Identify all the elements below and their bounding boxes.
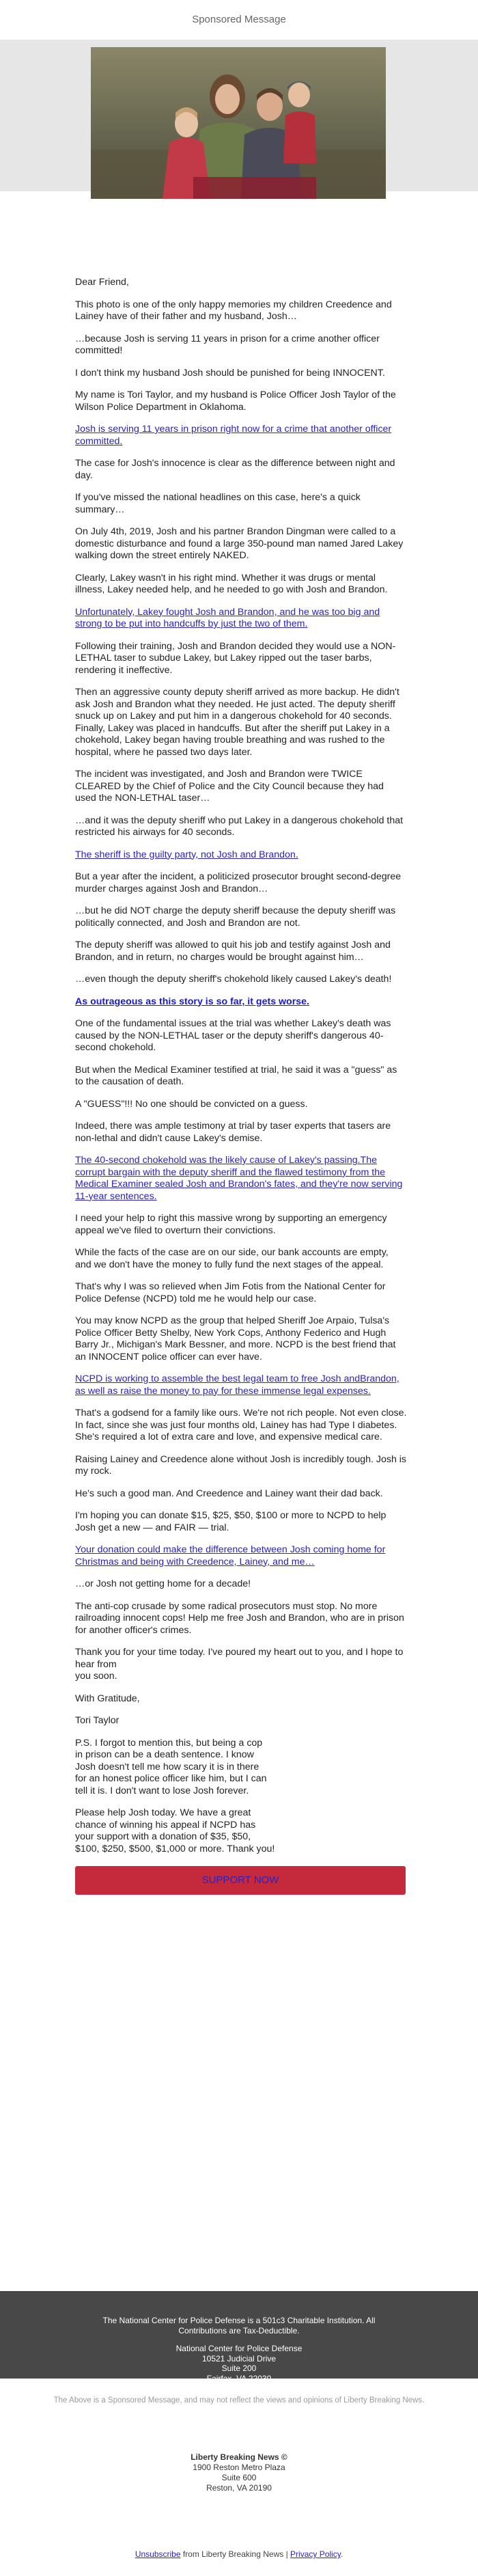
thanks-line: you soon. bbox=[75, 1671, 117, 1682]
footer-org: National Center for Police Defense bbox=[175, 2344, 303, 2353]
paragraph: One of the fundamental issues at the trial was whether Lakey's death was caused by the NON-LETHAL taser or the deputy sheriff's dangerous 40-second chokehold. bbox=[75, 1018, 391, 1053]
paragraph: While the facts of the case are on our side, our bank accounts are empty, and we don't have the money to fully fund the next stages of the appeal. bbox=[75, 1247, 389, 1270]
paragraph: Indeed, there was ample testimony at trial by taser experts that tasers are non-lethal and didn't cause Lakey's demise. bbox=[75, 1121, 391, 1144]
plea bbox=[75, 1807, 407, 1855]
donate-link[interactable]: The sheriff is the guilty party, not Josh and Brandon. bbox=[75, 849, 298, 860]
paragraph: Following their training, Josh and Brandon decided they would use a NON-LETHAL taser to subdue Lakey, but Lakey ripped out the taser barbs, rendering it ineffective. bbox=[75, 640, 396, 676]
footer-address: 10521 Judicial Drive bbox=[201, 2353, 277, 2363]
paragraph: This photo is one of the only happy memories my children Creedence and Lainey have of their father and my husband, Josh… bbox=[75, 299, 392, 322]
signature: Tori Taylor bbox=[75, 1715, 120, 1726]
ps-line: tell it is. I don't want to lose Josh forever. bbox=[75, 1785, 249, 1796]
paragraph: …because Josh is serving 11 years in prison for a crime another officer committed! bbox=[75, 333, 380, 356]
highlight-link[interactable]: As outrageous as this story is so far, it gets worse. bbox=[75, 996, 309, 1007]
ps-line: P.S. I forgot to mention this, but being a cop bbox=[75, 1737, 263, 1749]
greeting: Dear Friend, bbox=[75, 277, 129, 288]
family-photo bbox=[91, 47, 386, 199]
sponsored-label: Sponsored Message bbox=[192, 14, 286, 25]
paragraph: …but he did NOT charge the deputy sheriff because the deputy sheriff was politically connected, and Josh and Brandon are not. bbox=[75, 905, 396, 929]
privacy-policy-link[interactable]: Privacy Policy bbox=[290, 2549, 341, 2559]
paragraph: The anti-cop crusade by some radical prosecutors must stop. No more railroading innocent cops! Help me free Josh and Brandon, who are in prison for another officer's crimes. bbox=[75, 1600, 404, 1636]
ps-line: Josh doesn't tell me how scary it is in there bbox=[75, 1761, 259, 1772]
donate-link[interactable]: Your donation could make the difference between Josh coming home for Christmas and being with Creedence, Lainey, and me… bbox=[75, 1544, 386, 1567]
paragraph: But a year after the incident, a politicized prosecutor brought second-degree murder charges against Josh and Brandon… bbox=[75, 871, 402, 894]
paragraph: …or Josh not getting home for a decade! bbox=[75, 1578, 251, 1589]
thanks-paragraph bbox=[75, 1647, 407, 1683]
ps-line: in prison can be a death sentence. I know bbox=[75, 1749, 254, 1760]
publisher-address: Reston, VA 20190 bbox=[206, 2483, 272, 2493]
footer-band bbox=[0, 2291, 478, 2383]
link-paragraph bbox=[75, 607, 407, 631]
plea-line: your support with a donation of $35, $50, bbox=[75, 1831, 251, 1842]
unsubscribe-text: from Liberty Breaking News | bbox=[180, 2549, 291, 2559]
paragraph: …even though the deputy sheriff's chokehold likely caused Lakey's death! bbox=[75, 974, 392, 985]
link-paragraph bbox=[75, 1155, 407, 1203]
paragraph: Clearly, Lakey wasn't in his right mind. Whether it was drugs or mental illness, Lakey needed help, and he needed to go with Josh and Brandon. bbox=[75, 572, 388, 595]
sponsored-header bbox=[0, 0, 478, 40]
footer-address: Suite 200 bbox=[221, 2363, 257, 2373]
disclaimer: The Above is a Sponsored Message, and may not reflect the views and opinions of Liberty Breaking News. bbox=[53, 2396, 425, 2404]
publisher-address: Suite 600 bbox=[221, 2473, 257, 2482]
plea-line: $100, $250, $500, $1,000 or more. Thank you! bbox=[75, 1843, 275, 1854]
paragraph: …and it was the deputy sheriff who put Lakey in a dangerous chokehold that restricted his airways for 40 seconds. bbox=[75, 814, 404, 838]
link-paragraph bbox=[75, 996, 407, 1009]
unsubscribe-suffix: . bbox=[340, 2549, 343, 2559]
paragraph: I don't think my husband Josh should be punished for being INNOCENT. bbox=[75, 367, 385, 379]
paragraph: If you've missed the national headlines on this case, here's a quick summary… bbox=[75, 492, 361, 515]
unsubscribe-line bbox=[0, 2549, 478, 2559]
paragraph: My name is Tori Taylor, and my husband is Police Officer Josh Taylor of the Wilson Police Department in Oklahoma. bbox=[75, 389, 396, 413]
paragraph: He's such a good man. And Creedence and Lainey want their dad back. bbox=[75, 1488, 383, 1499]
paragraph: The incident was investigated, and Josh and Brandon were TWICE CLEARED by the Chief of Police and the City Council because they had used the NON-LETHAL taser… bbox=[75, 769, 384, 804]
paragraph: Raising Lainey and Creedence alone without Josh is incredibly tough. Josh is my rock. bbox=[75, 1453, 407, 1477]
link-paragraph bbox=[75, 1373, 407, 1397]
publisher-address: 1900 Reston Metro Plaza bbox=[193, 2463, 285, 2472]
ps-line: for an honest police officer like him, but I can bbox=[75, 1773, 267, 1784]
postscript bbox=[75, 1738, 407, 1798]
footer-line: The National Center for Police Defense is a 501c3 Charitable Institution. All bbox=[102, 2316, 376, 2325]
link-paragraph bbox=[75, 424, 407, 448]
plea-line: chance of winning his appeal if NCPD has bbox=[75, 1819, 256, 1831]
paragraph: I need your help to right this massive wrong by supporting an emergency appeal we've filed to overturn their convictions. bbox=[75, 1213, 387, 1236]
donate-link[interactable]: Unfortunately, Lakey fought Josh and Brandon, and he was too big and strong to be put into handcuffs by just the two of them. bbox=[75, 606, 380, 629]
hero-band bbox=[0, 40, 478, 191]
donate-link[interactable]: Josh is serving 11 years in prison right now for a crime that another officer committed. bbox=[75, 424, 392, 447]
letter-body bbox=[75, 277, 407, 1895]
footer-line: Contributions are Tax-Deductible. bbox=[178, 2325, 300, 2335]
family-photo-illustration bbox=[91, 47, 386, 199]
paragraph: You may know NCPD as the group that helped Sheriff Joe Arpaio, Tulsa's Police Officer Betty Shelby, New York Cops, Anthony Federico and Hugh Barry Jr., Michigan's Mark Bessner, and more. NCPD is the best friend that an INNOCENT police officer can ever have. bbox=[75, 1315, 396, 1362]
paragraph: But when the Medical Examiner testified at trial, he said it was a "guess" as to the causation of death. bbox=[75, 1064, 397, 1087]
publisher-name: Liberty Breaking News © bbox=[191, 2452, 287, 2462]
unsubscribe-link[interactable]: Unsubscribe bbox=[135, 2549, 181, 2559]
donate-link[interactable]: NCPD is working to assemble the best legal team to free Josh andBrandon, as well as raise the money to pay for these immense legal expenses. bbox=[75, 1373, 399, 1397]
plea-line: Please help Josh today. We have a great bbox=[75, 1807, 251, 1818]
paragraph: On July 4th, 2019, Josh and his partner Brandon Dingman were called to a domestic disturbance and found a large 350-pound man named Jared Lakey walking down the street entirely NAKED. bbox=[75, 526, 404, 561]
paragraph: The deputy sheriff was allowed to quit his job and testify against Josh and Brandon, and in return, no charges would be brought against him… bbox=[75, 940, 391, 963]
paragraph: I'm hoping you can donate $15, $25, $50, $100 or more to NCPD to help Josh get a new — and FAIR — trial. bbox=[75, 1510, 386, 1533]
paragraph: A "GUESS"!!! No one should be convicted on a guess. bbox=[75, 1098, 308, 1110]
paragraph: The case for Josh's innocence is clear as the difference between night and day. bbox=[75, 458, 395, 481]
paragraph: Then an aggressive county deputy sheriff arrived as more backup. He didn't ask Josh and Brandon what they needed. He just acted. The deputy sheriff snuck up on Lakey and put him in a dangerous chokehold for 40 seconds. Finally, Lakey was placed in handcuffs. But after the sheriff put Lakey in a chokehold, Lakey began having trouble breathing and was rushed to the hospital, where he passed two days later. bbox=[75, 687, 399, 758]
thanks-line: Thank you for your time today. I've poured my heart out to you, and I hope to hear from bbox=[75, 1647, 404, 1670]
publisher-block bbox=[0, 2452, 478, 2493]
closing: With Gratitude, bbox=[75, 1693, 140, 1704]
paragraph: That's a godsend for a family like ours. We're not rich people. Not even close. In fact, since she was just four months old, Lainey has had Type I diabetes. She's required a lot of extra care and love, and expensive medical care. bbox=[75, 1408, 407, 1442]
donate-link[interactable]: The 40-second chokehold was the likely cause of Lakey's passing.The corrupt bargain with the deputy sheriff and the flawed testimony from the Medical Examiner sealed Josh and Brandon's fates, and they're now serving 11-year sentences. bbox=[75, 1155, 403, 1202]
footer-address: Fairfax, VA 22030 bbox=[206, 2373, 272, 2383]
support-now-button[interactable]: SUPPORT NOW bbox=[75, 1866, 406, 1895]
link-paragraph bbox=[75, 849, 407, 862]
paragraph: That's why I was so relieved when Jim Fotis from the National Center for Police Defense (NCPD) told me he would help our case. bbox=[75, 1281, 386, 1304]
link-paragraph bbox=[75, 1544, 407, 1568]
